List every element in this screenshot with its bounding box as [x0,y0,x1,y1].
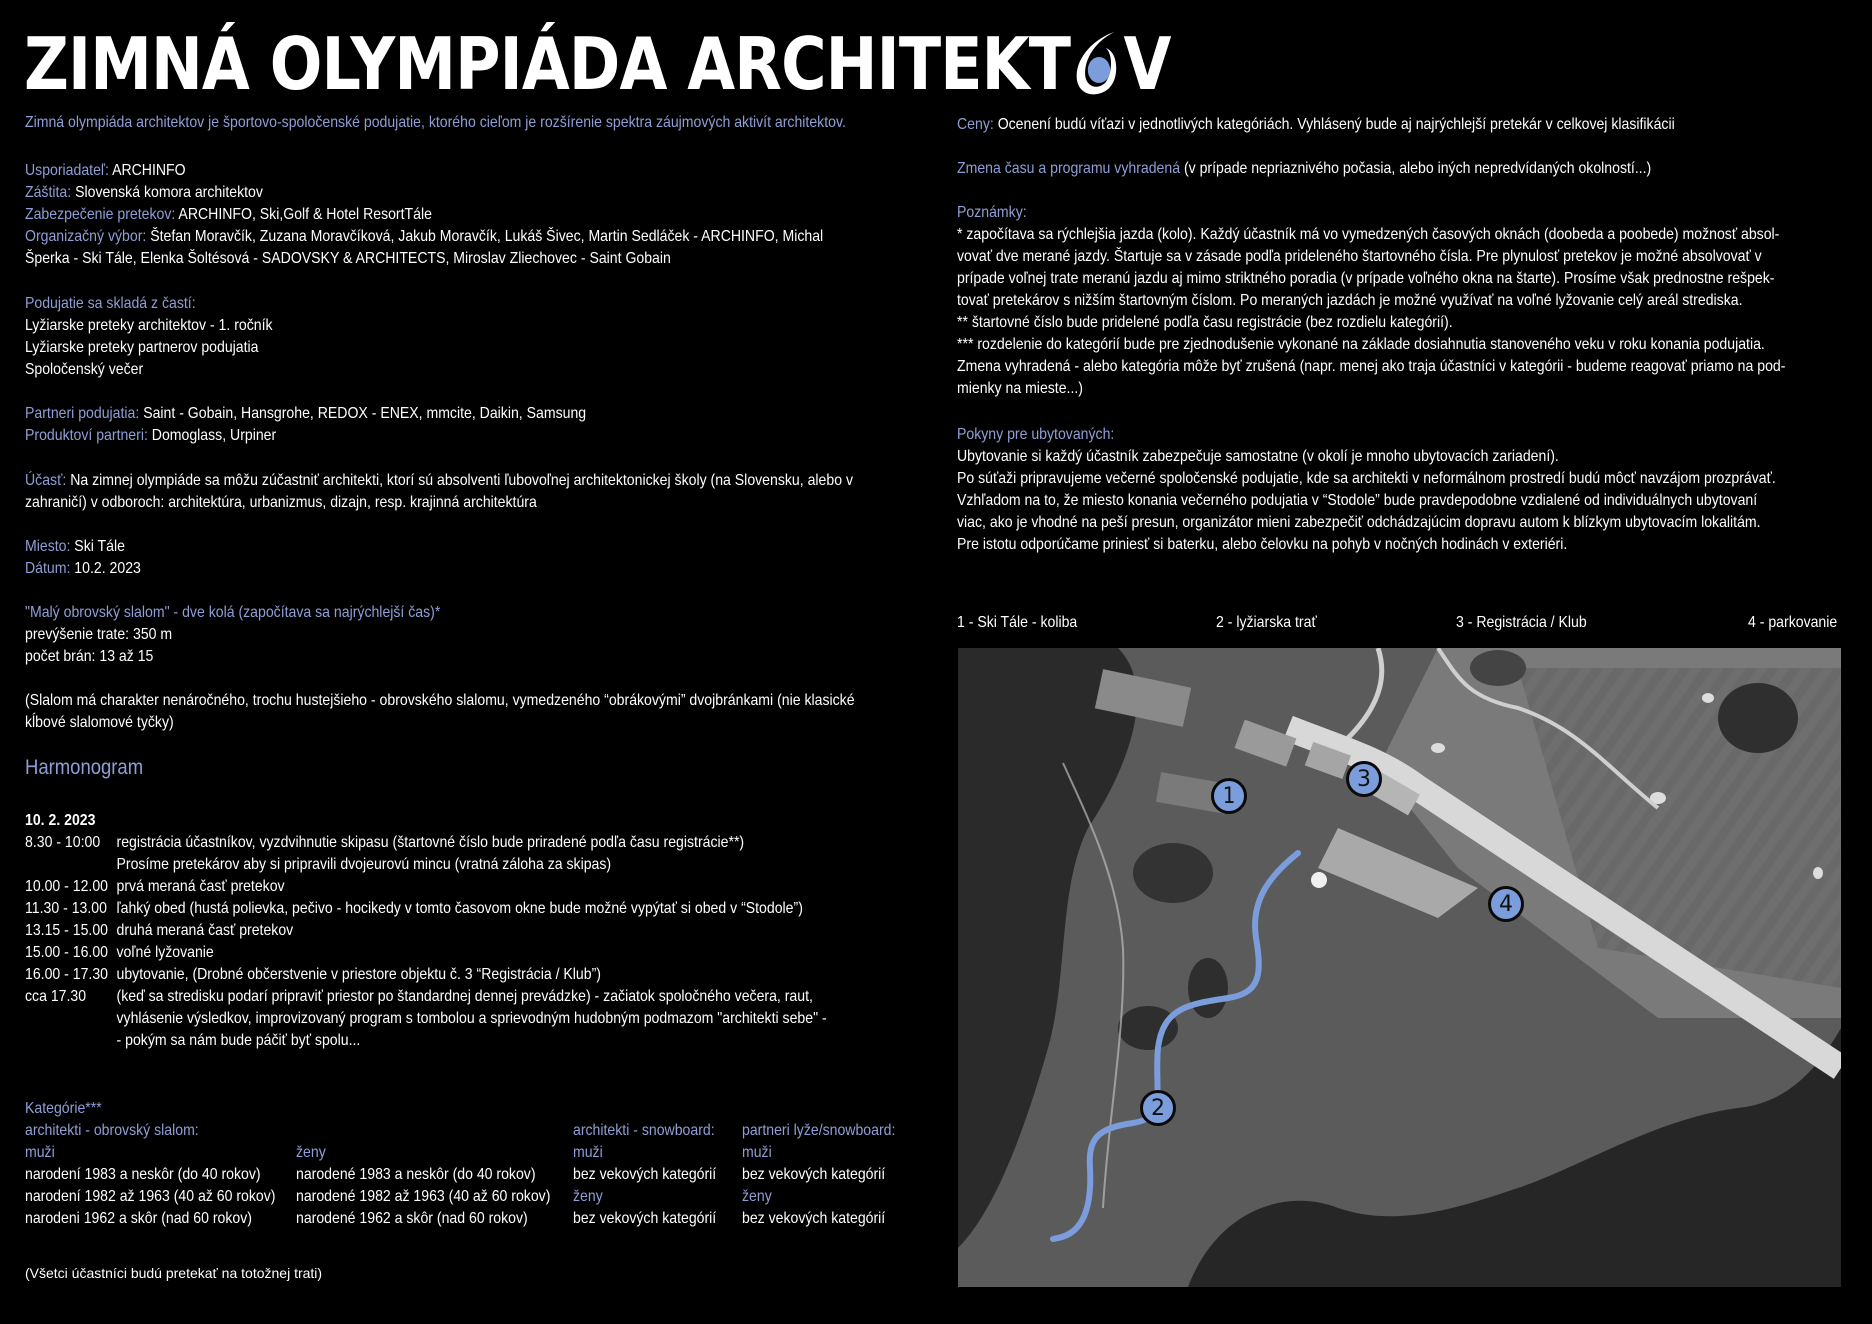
map-pond [1718,683,1798,753]
women-cat: narodené 1982 až 1963 (40 až 60 rokov) [296,1188,551,1205]
schedule-activity: registrácia účastníkov, vyzdvihnutie skipasu (štartovné číslo bude priradené podľa času registrácie**) [116,834,745,851]
schedule-activity: prvá meraná časť pretekov [116,878,285,895]
schedule-row [25,876,827,898]
aerial-map [958,648,1841,1287]
schedule-row [25,942,827,964]
men-cat: narodeni 1962 a skôr (nad 60 rokov) [25,1210,252,1227]
schedule-time: cca 17.30 [25,988,87,1005]
men-cat: narodení 1983 a neskôr (do 40 rokov) [25,1166,261,1183]
schedule-activity: Prosíme pretekárov aby si pripravili dvojeurovú mincu (vratná záloha za skipas) [116,856,612,873]
accommodation-line: Pre istotu odporúčame priniesť si baterku, alebo čelovku na pohyb v nočných hodinách v exteriéri. [957,536,1568,553]
schedule-row [25,1008,827,1030]
schedule-time [25,1008,117,1030]
slalom-label: architekti - obrovský slalom: [25,1122,199,1139]
schedule-activity: druhá meraná časť pretekov [116,922,294,939]
accommodation-line: viac, ako je vhodné na peší presun, organizátor mieni zabezpečiť odchádzajúcim dopravu autom k blízkym ubytovacím lokalitám. [957,514,1761,531]
place-date [25,536,141,580]
partners-line: Partneri podujatia: Saint - Gobain, Hansgrohe, REDOX - ENEX, mmcite, Daikin, Samsung [25,405,587,422]
schedule-row [25,964,827,986]
race-title: "Malý obrovský slalom" - dve kolá (započítava sa najrýchlejší čas)* [25,604,441,621]
title-text: ZIMNÁ OLYMPIÁDA ARCHITEKT [24,22,1071,106]
notes-line: ** štartovné číslo bude pridelené podľa času registrácie (bez rozdielu kategórií). [957,314,1453,331]
schedule-activity: voľné lyžovanie [116,944,214,961]
schedule-time [25,854,117,876]
categories: Kategórie*** architekti - obrovský slalom: muži narodení 1983 a neskôr (do 40 rokov) narodení 1982 až 1963 (40 až 60 rokov) narodeni 1962 a skôr (nad 60 rokov) ženy narodené 1983 a neskôr (do 40 rokov) narodené 1982 až 1963 (40 až 60 rokov) narodené 1962 a skôr (nad 60 rokov) architekti - snowboard: muži bez vekových kategórií ženy bez vekových kategórií partneri lyže/snowboard: muži bez vekových kategórií ženy bez vekových kategórií [25,1098,925,1228]
schedule-heading: Harmonogram [25,756,144,779]
map-marker-1[interactable]: 1 [1211,778,1247,814]
participation: Účasť: Na zimnej olympiáde sa môžu zúčastniť architekti, ktorí sú absolventi ľubovoľnej architektonickej školy (na Slovensku, alebo v zahraničí) v odboroch: architektúra, urbanizmus, dizajn, resp. krajinná architektúra [25,472,853,511]
schedule-time: 8.30 - 10:00 [25,834,101,851]
schedule-row [25,898,827,920]
map-marker-4[interactable]: 4 [1488,886,1524,922]
schedule-activity: vyhlásenie výsledkov, improvizovaný program s tombolou a sprievodným hudobným podmazom "architekti sebe" - [116,1010,827,1027]
legend-item-2: 2 - lyžiarska trať [1216,614,1317,631]
map-marker-2[interactable]: 2 [1140,1090,1176,1126]
parts-item: Spoločenský večer [25,361,144,378]
schedule-row [25,854,827,876]
accommodation-label: Pokyny pre ubytovaných: [957,426,1115,443]
accommodation-line: Vzhľadom na to, že miesto konania večerného podujatia v “Stodole” bude pravdepodobne vzdialené od individuálnych ubytovaní [957,492,1758,509]
race-note: (Slalom má charakter nenáročného, trochu hustejšieho - obrovského slalomu, vymedzeného “obrákovými” dvojbránkami (nie klasické [25,692,855,709]
info-organizer: Usporiadateľ: ARCHINFO [25,162,186,179]
event-parts [25,293,273,381]
notes-line: *** rozdelenie do kategórií bude pre zjednodušenie vykonané na základe dosiahnutia stanoveného veku v roku konania podujatia. [957,336,1765,353]
schedule-row [25,920,827,942]
categories-footnote: (Všetci účastníci budú pretekať na totožnej trati) [25,1265,323,1281]
schedule-row [25,1030,827,1052]
subtitle: Zimná olympiáda architektov je športovo-spoločenské podujatie, ktorého cieľom je rozšírenie spektra záujmových aktivít architektov. [25,114,846,131]
schedule-activity: - pokým sa nám bude páčiť byť spolu... [116,1032,361,1049]
race-elevation: prevýšenie trate: 350 m [25,626,173,643]
notes-line: vovať dve merané jazdy. Štartuje sa v zásade podľa prideleného štartovného čísla. Pre plynulosť pretekov je možné absolvovať v [957,248,1762,265]
program-change: Zmena času a programu vyhradená (v prípade nepriaznivého počasia, alebo iných nepredvídaných okolností...) [957,160,1652,177]
schedule-time: 10.00 - 12.00 [25,878,108,895]
schedule-time: 15.00 - 16.00 [25,944,108,961]
women-cat: narodené 1983 a neskôr (do 40 rokov) [296,1166,536,1183]
legend-item-4: 4 - parkovanie [1748,614,1838,631]
map-dome [1311,872,1327,888]
women-label: ženy [296,1144,326,1161]
schedule-time [25,1030,117,1052]
info-race-provider: Zabezpečenie pretekov: ARCHINFO, Ski,Golf & Hotel ResortTále [25,206,432,223]
schedule-activity: ubytovanie, (Drobné občerstvenie v priestore objektu č. 3 “Registrácia / Klub”) [116,966,601,983]
parts-label: Podujatie sa skladá z častí: [25,295,196,312]
men-cat: narodení 1982 až 1963 (40 až 60 rokov) [25,1188,276,1205]
schedule-date: 10. 2. 2023 [25,812,96,829]
schedule-activity: ľahký obed (hustá polievka, pečivo - hocikedy v tomto časovom okne bude možné vypýtať si obed v “Stodole”) [116,900,803,917]
partners-cat-label: partneri lyže/snowboard: [742,1122,896,1139]
info-committee: Organizačný výbor: Štefan Moravčík, Zuzana Moravčíková, Jakub Moravčík, Lukáš Šivec, Martin Sedláček - ARCHINFO, Michal [25,228,824,245]
schedule-time: 16.00 - 17.30 [25,966,108,983]
title-text-end: V [1123,22,1171,106]
men-label: muži [25,1144,55,1161]
organizer-info [25,160,823,270]
info-committee-cont: Šperka - Ski Tále, Elenka Šoltésová - SADOVSKY & ARCHITECTS, Miroslav Zliechovec - Saint Gobain [25,250,671,267]
place-line: Miesto: Ski Tále [25,538,125,555]
parts-item: Lyžiarske preteky partnerov podujatia [25,339,259,356]
notes-line: tovať pretekárov s nižším štartovným číslom. Po meraných jazdách je možné využívať na voľné lyžovanie celý areál strediska. [957,292,1743,309]
notes-label: Poznámky: [957,204,1027,221]
map-graphic [958,648,1841,1287]
notes-line: mienky na mieste...) [957,380,1083,397]
schedule-activity: (keď sa stredisku podarí pripraviť priestor po štandardnej dennej prevádzke) - začiatok spoločného večera, raut, [116,988,813,1005]
schedule-time: 13.15 - 15.00 [25,922,108,939]
schedule-time: 11.30 - 13.00 [25,900,107,917]
schedule-row [25,832,827,854]
accommodation [957,424,1776,556]
parts-item: Lyžiarske preteky architektov - 1. ročník [25,317,273,334]
partners [25,403,586,447]
eye-logo-icon [1072,28,1122,98]
legend-item-1: 1 - Ski Tále - koliba [957,614,1078,631]
categories-heading: Kategórie*** [25,1100,102,1117]
info-patronage: Záštita: Slovenská komora architektov [25,184,263,201]
page-title [24,22,1171,106]
prizes: Ceny: Ocenení budú víťazi v jednotlivých kategóriách. Vyhlásený bude aj najrýchlejší pretekár v celkovej klasifikácii [957,116,1675,133]
schedule-table [25,832,827,1052]
race-info [25,602,855,734]
notes-line: Zmena vyhradená - alebo kategória môže byť zrušená (napr. menej ako traja účastníci v kategórii - budeme reagovať priamo na pod- [957,358,1786,375]
product-partners-line: Produktoví partneri: Domoglass, Urpiner [25,427,277,444]
snowboard-label: architekti - snowboard: [573,1122,715,1139]
map-marker-3[interactable]: 3 [1346,761,1382,797]
legend-item-3: 3 - Registrácia / Klub [1456,614,1587,631]
notes-line: prípade voľnej trate meranú jazdu aj mimo striktného poradia (v prípade voľného okna na štarte). Prosíme však prednostne rešpek- [957,270,1775,287]
accommodation-line: Ubytovanie si každý účastník zabezpečuje samostatne (v okolí je mnoho ubytovacích zariadení). [957,448,1559,465]
race-note-cont: kĺbové slalomové tyčky) [25,714,174,731]
schedule-row [25,986,827,1008]
women-cat: narodené 1962 a skôr (nad 60 rokov) [296,1210,528,1227]
race-gates: počet brán: 13 až 15 [25,648,154,665]
schedule [25,810,827,1052]
accommodation-line: Po súťaži pripravujeme večerné spoločenské podujatie, kde sa architekti v neformálnom prostredí budú môcť navzájom prozprávať. [957,470,1776,487]
notes [957,202,1785,400]
notes-line: * započítava sa rýchlejšia jazda (kolo). Každý účastník má vo vymedzených časových oknách (doobeda a poobede) možnosť absol- [957,226,1780,243]
date-line: Dátum: 10.2. 2023 [25,560,141,577]
